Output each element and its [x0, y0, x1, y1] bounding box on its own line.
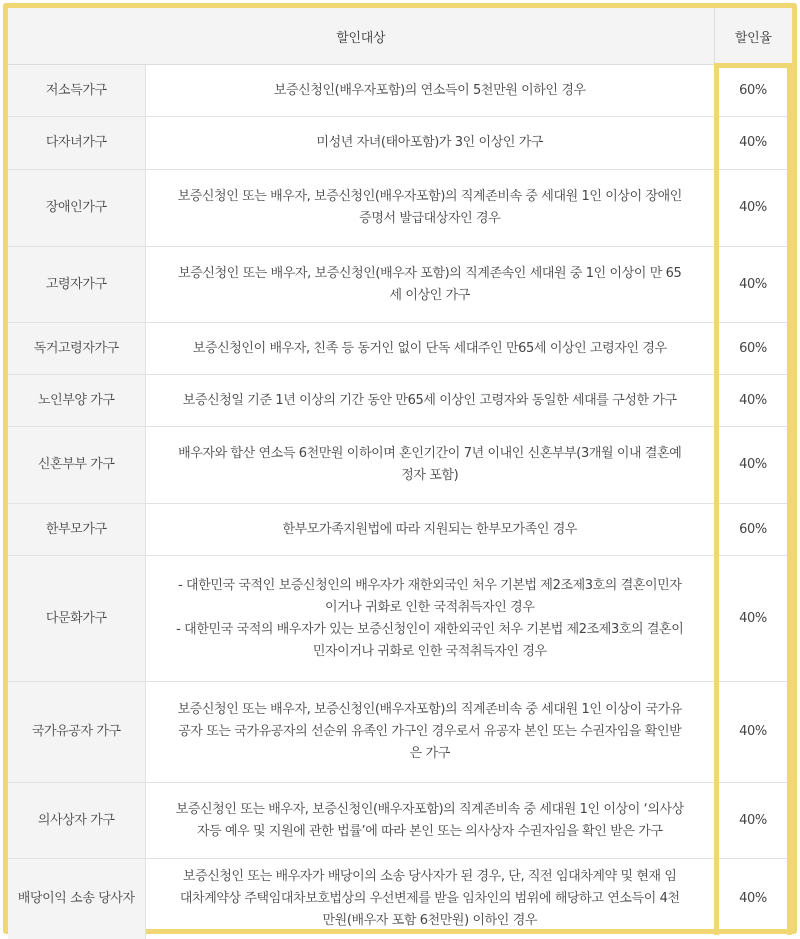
description-line: 보증신청일 기준 1년 이상의 기간 동안 만65세 이상인 고령자와 동일한 세대를 구성한 가구 — [182, 392, 677, 408]
description-line: 민자이거나 귀화로 인한 국적취득자인 경우 — [312, 643, 547, 659]
row-category: 노인부양 가구 — [8, 375, 145, 427]
row-description — [145, 65, 714, 117]
description-line: - 대한민국 국적의 배우자가 있는 보증신청인이 재한외국인 처우 기본법 제2조제3호의 결혼이 — [176, 621, 684, 637]
description-line: 보증신청인(배우자포함)의 연소득이 5천만원 이하인 경우 — [273, 82, 586, 98]
row-rate: 40% — [714, 247, 792, 323]
table-row — [8, 682, 792, 783]
table-row — [8, 783, 792, 859]
description-line: - 대한민국 국적인 보증신청인의 배우자가 재한외국인 처우 기본법 제2조제3호의 결혼이민자 — [178, 577, 682, 593]
description-line: 한부모가족지원법에 따라 지원되는 한부모가족인 경우 — [282, 521, 578, 537]
row-description — [145, 682, 714, 783]
row-rate: 40% — [714, 170, 792, 247]
description-line: 보증신청인 또는 배우자가 배당이의 소송 당사자가 된 경우, 단, 직전 임대차계약 및 현재 임 — [182, 868, 677, 884]
row-category: 독거고령자가구 — [8, 323, 145, 375]
table-body — [8, 65, 792, 939]
row-description — [145, 323, 714, 375]
table-row — [8, 375, 792, 427]
table-row — [8, 65, 792, 117]
row-category: 의사상자 가구 — [8, 783, 145, 859]
row-description — [145, 170, 714, 247]
row-rate: 60% — [714, 323, 792, 375]
row-description — [145, 504, 714, 556]
description-line: 미성년 자녀(태아포함)가 3인 이상인 가구 — [316, 135, 544, 150]
description-line: 보증신청인 또는 배우자, 보증신청인(배우자포함)의 직계존비속 중 세대원 1인 이상이 ‘의사상 — [175, 801, 684, 817]
table-row — [8, 117, 792, 170]
row-category: 저소득가구 — [8, 65, 145, 117]
row-category: 신혼부부 가구 — [8, 427, 145, 504]
description-line: 세 이상인 가구 — [389, 287, 470, 303]
row-description — [145, 117, 714, 170]
table-row — [8, 170, 792, 247]
row-rate: 40% — [714, 556, 792, 682]
description-line: 공자 또는 국가유공자의 선순위 유족인 가구인 경우로서 유공자 본인 또는 수권자임을 확인받 — [178, 724, 682, 739]
discount-table — [8, 8, 792, 939]
table-row — [8, 556, 792, 682]
row-rate: 40% — [714, 375, 792, 427]
row-category: 장애인가구 — [8, 170, 145, 247]
table-row — [8, 859, 792, 939]
row-rate: 40% — [714, 682, 792, 783]
description-line: 보증신청인 또는 배우자, 보증신청인(배우자 포함)의 직계존속인 세대원 중 1인 이상이 만 65 — [178, 265, 682, 281]
row-rate: 40% — [714, 117, 792, 170]
description-line: 자등 예우 및 지원에 관한 법률’에 따라 본인 또는 의사상자 수권자임을 확인 받은 가구 — [196, 823, 663, 839]
description-line: 증명서 발급대상자인 경우 — [359, 211, 501, 226]
description-line: 만원(배우자 포함 6천만원) 이하인 경우 — [322, 912, 538, 928]
row-rate: 60% — [714, 504, 792, 556]
description-line: 대차계약상 주택임대차보호법상의 우선변제를 받을 임차인의 범위에 해당하고 연소득이 4천 — [179, 890, 680, 906]
row-rate: 40% — [714, 427, 792, 504]
description-line: 은 가구 — [409, 746, 450, 761]
table-row — [8, 427, 792, 504]
table-row — [8, 504, 792, 556]
row-rate: 60% — [714, 65, 792, 117]
table-row — [8, 323, 792, 375]
row-description — [145, 556, 714, 682]
row-rate: 40% — [739, 890, 767, 906]
row-description — [145, 783, 714, 859]
description-line: 보증신청인 또는 배우자, 보증신청인(배우자포함)의 직계존비속 중 세대원 1인 이상이 국가유 — [177, 702, 682, 717]
description-line: 보증신청인 또는 배우자, 보증신청인(배우자포함)의 직계존비속 중 세대원 1인 이상이 장애인 — [177, 189, 682, 204]
row-rate: 40% — [714, 783, 792, 859]
table-header-row — [8, 8, 792, 65]
description-line: 이거나 귀화로 인한 국적취득자인 경우 — [325, 599, 535, 615]
row-category: 배당이익 소송 당사자 — [8, 859, 145, 939]
header-target: 할인대상 — [8, 8, 714, 65]
row-description — [145, 247, 714, 323]
description-line: 배우자와 합산 연소득 6천만원 이하이며 혼인기간이 7년 이내인 신혼부부(3개월 이내 결혼예 — [178, 446, 682, 461]
row-description — [145, 859, 714, 939]
row-category: 다문화가구 — [8, 556, 145, 682]
row-description — [145, 427, 714, 504]
table-row — [8, 247, 792, 323]
row-category: 한부모가구 — [8, 504, 145, 556]
description-line: 정자 포함) — [401, 468, 459, 483]
row-category: 국가유공자 가구 — [8, 682, 145, 783]
row-category: 고령자가구 — [8, 247, 145, 323]
discount-table-frame — [3, 3, 797, 934]
row-description — [145, 375, 714, 427]
row-category: 다자녀가구 — [8, 117, 145, 170]
description-line: 보증신청인이 배우자, 친족 등 동거인 없이 단독 세대주인 만65세 이상인 고령자인 경우 — [192, 340, 667, 356]
header-rate: 할인율 — [714, 8, 792, 65]
